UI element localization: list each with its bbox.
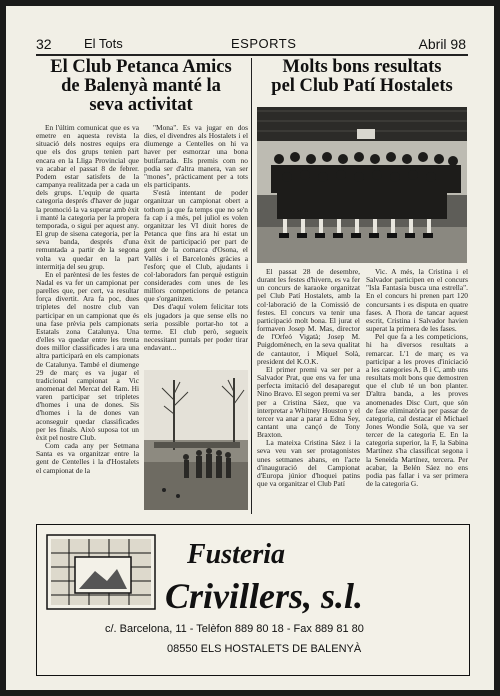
paragraph: En l'últim comunicat que es va emetre en aquesta revista la situació dels nostres equips era que els dos grups tenien part encara en la Lliga Provincial que va acabar el passat 8 de febrer. Podem estar satisfets de la campanya realitzada per a cada un dels grups. L'equip de quarta categoria després d'haver de jugar la promoció la va superar amb èxit i manté la categoria per la propera temporada, o sigui per aquest any. El grup de sisena categoria, per la seva banda, després d'una remuntada a partir de la segona volta va quedar en la part intermitja del seu grup. (36, 124, 139, 271)
paragraph: Pel que fa a les competicions, hi ha diversos resultats a remarcar. L'1 de març es va participar a les proves d'iniciació a les categories A, B i C, amb uns resultats molt bons que demostren que el club té un bon planter. D'altra banda, a les proves anomenades Disc Curt, que són de fase eliminatòria per passar de categoria, cal destacar el Michael Jones Wondie Solà, que va ser tercer de la categoria E. En la categoria superior, la F, la Sabina Martínez s'ha classificat segona i la Seneida Martínez, tercera. Per acabar, la Belén Sáez no ens podia pas fallar i va ser primera de la categoria G. (366, 332, 468, 489)
section-name: ESPORTS (231, 36, 297, 51)
left-article-title (36, 58, 246, 115)
right-title-line-1: Molts bons resultats (282, 57, 442, 77)
page-header (36, 34, 466, 54)
petanca-photo-image (144, 370, 248, 510)
page-number: 32 (36, 36, 52, 52)
issue-date: Abril 98 (418, 36, 466, 52)
ad-title-fusteria: Fusteria (187, 539, 286, 570)
header-rule (36, 54, 468, 56)
petanca-photo (144, 370, 248, 510)
fusteria-advertisement (36, 524, 470, 676)
ad-city: 08550 ELS HOSTALETS DE BALENYÀ (167, 643, 362, 655)
paragraph: Com cada any per Setmana Santa es va organitzar entre la gent de Centelles i la d'Hostalets el campionat de la (36, 441, 139, 475)
publication-name: El Tots (84, 36, 123, 51)
left-article-column-1 (36, 124, 139, 516)
paragraph: "Mona". Es va jugar en dos dies, el divendres als Hostalets i el diumenge a Centelles on hi va haver per esmorzar una bona butifarrada. Els premis com no podia ser d'altra manera, van ser "mones", pràcticament per a tots els participants. (144, 124, 248, 190)
joinery-illustration (45, 533, 157, 611)
team-photo-image (257, 107, 467, 263)
column-divider (251, 58, 252, 514)
paragraph: Des d'aquí volem felicitar tots els jugadors ja que sense ells no seria possible portar-ho tot a terme. El club però, segueix necessitant puntals per poder tirar endavant... (144, 302, 248, 353)
magazine-page (6, 6, 494, 690)
team-photo (257, 107, 467, 263)
left-title-line-1: El Club Petanca Amics (50, 57, 232, 77)
paragraph: Vic. A més, la Cristina i el Salvador participen en el concurs "Isla Fantasía busca una estrella". En el concurs hi prenen part 120 concursants i es disputa en quatre fases. A l'hora de tancar aquest escrit, Cristina i Salvador havien superat la primera de les fases. (366, 268, 468, 334)
paragraph: El primer premi va ser per a Salvador Prat, que ens va fer una perfecta imitació del desaparegut Nino Bravo. El segon premi va ser per a Cristina Sáez, que va interpretar a Whitney Houston y el tercer va anar a parar a Edna Sey, cantant una cançó de Tony Braxton. (257, 364, 360, 440)
paragraph: En el parèntesi de les festes de Nadal es va fer un campionat per parelles que, per cert, va resultar força divertit. Ara fa poc, dues tripletes del nostre club van participar en un campionat que és una fase prèvia pels campionats Estatals zona Catalunya. Una d'elles va quedar entre les trenta does millor classificades i ara una altra participarà en els campionats de Catalunya. També el diumenge 29 de març es va jugar el tradicional campionat a Vic anomenat del Mercat del Ram. Hi varen participar set tripletes d'homes i una de dones. Sis d'homes i la de dones van aconseguir quedar classificades per les finals. Això suposa tot un èxit pel nostre Club. (36, 269, 139, 442)
right-article-title (256, 58, 468, 96)
left-title-line-2: de Balenyà manté la (61, 76, 221, 96)
right-article-column-2 (366, 268, 468, 540)
right-title-line-2: pel Club Patí Hostalets (271, 76, 453, 96)
left-title-line-3: seva activitat (89, 95, 193, 115)
ad-address: c/. Barcelona, 11 - Telèfon 889 80 18 - Fax 889 81 80 (105, 623, 364, 635)
paragraph: La mateixa Cristina Sáez i la seva veu van ser protagonistes unes setmanes abans, en l'acte d'inauguració del Campionat d'Europa júnior d'hoquei patins que va organitzar el Club Patí (257, 438, 360, 489)
left-article-column-2 (144, 124, 248, 366)
ad-title-company: Crivillers, s.l. (165, 576, 364, 616)
paragraph: El passat 28 de desembre, durant les festes d'hivern, es va fer un concurs de karaoke organitzat pel Club Patí Hostalets, amb la col·laboració de la Comissió de festes. El concurs va tenir una participació molt bona. El jurat el formaven Josep M. Mas, director de l'Orfeó Vigatà; Josep M. Puigdomènech, en la seva qualitat de cantautor, i Miquel Solà, president del K.O.K. (257, 268, 360, 366)
right-article-column-1 (257, 268, 360, 516)
paragraph: S'està intentant de poder organitzar un campionat obert a tothom ja que fa temps que no se'n fa cap i a més, pel juliol es volen organitzar les VI diuit hores de Petanca que fins ara hi estat un èxit de participació per part de gent de la comarca d'Osona, el Vallès i el Barcelonès gràcies a l'esforç que el Club, ajudants i col·laboradors fan perquè estiguin considerades com unes de les millors competicions de petanca que s'organitzen. (144, 188, 248, 304)
